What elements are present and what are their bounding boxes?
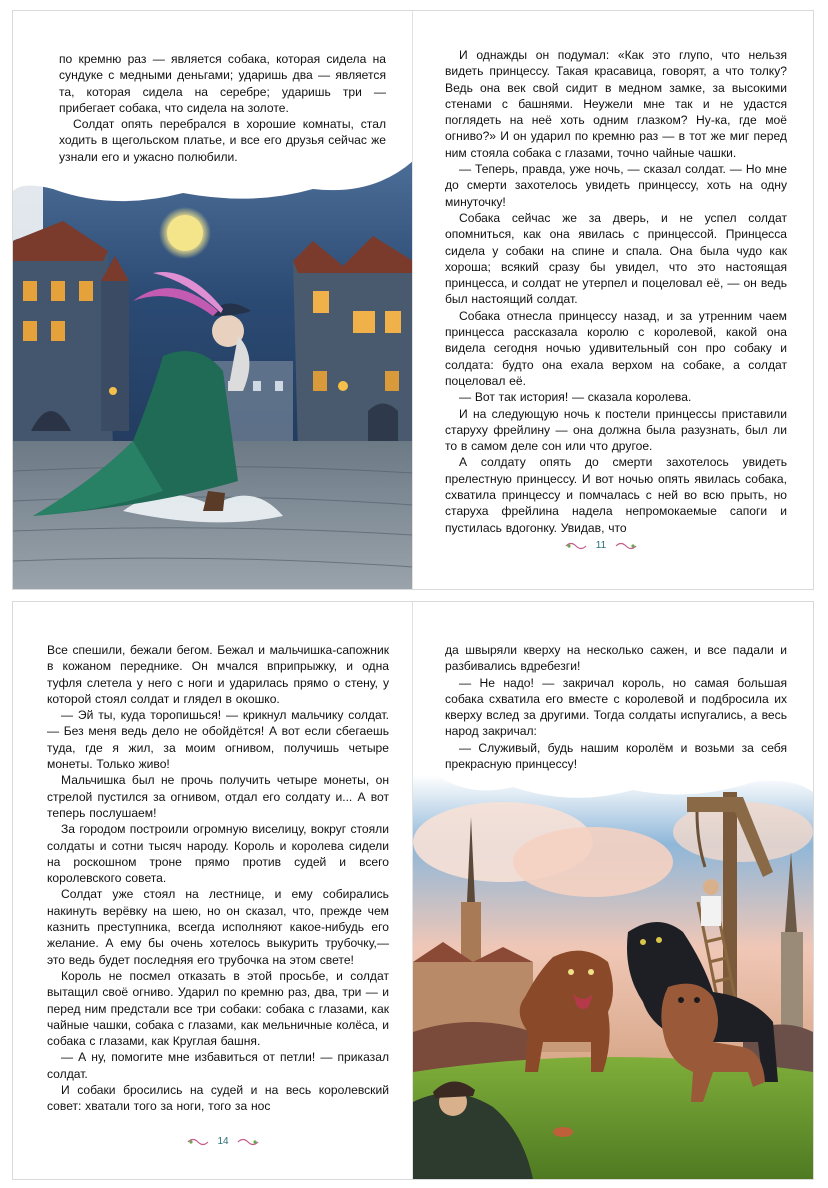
- paragraph: — Теперь, правда, уже ночь, — сказал солдат. — Но мне до смерти захотелось увидеть принцессу, хоть на одну минуточку!: [445, 162, 787, 209]
- page-right-top: [413, 11, 813, 589]
- page-number: 11: [571, 538, 631, 554]
- text-block-right-top: [445, 47, 787, 536]
- paragraph: Солдат уже стоял на лестнице, и ему собирались накинуть верёвку на шею, но он сказал, что, прежде чем казнить преступника, всегда исполняют какое-нибудь его желание. А ему бы очень хотелось выкурить трубочку,— это ведь будет последняя его трубочка на этом свете!: [47, 887, 389, 967]
- text-block-left-bottom: [47, 642, 389, 1115]
- text-block-right-bottom: [445, 642, 787, 772]
- paragraph: — Служивый, будь нашим королём и возьми за себя прекрасную принцессу!: [445, 740, 787, 772]
- page-right-bottom: [413, 602, 813, 1179]
- paragraph: да швыряли кверху на несколько сажен, и все падали и разбивались вдребезги!: [445, 643, 787, 674]
- text-block-left-top: [59, 51, 386, 165]
- floral-ornament-icon: [615, 541, 637, 551]
- floral-ornament-icon: [187, 1137, 209, 1147]
- paragraph: — А ну, помогите мне избавиться от петли! — приказал солдат.: [47, 1050, 389, 1081]
- book-spread-bottom: [12, 601, 814, 1180]
- paragraph: Солдат опять перебрался в хорошие комнаты, стал ходить в щегольском платье, и все его друзья сейчас же узнали его и ужасно полюбили.: [59, 117, 386, 164]
- paragraph: Собака сейчас же за дверь, и не успел солдат опомниться, как она явилась с принцессой. Принцесса сидела у собаки на спине и спала. Она была чудо как хороша; всякий сразу бы увидел, что это настоящая принцесса, и солдат не утерпел и поцеловал её, — он ведь был настоящий солдат.: [445, 210, 787, 307]
- page-left-bottom: [13, 602, 413, 1179]
- page-number: 14: [193, 1134, 253, 1150]
- paragraph: А солдату опять до смерти захотелось увидеть прелестную принцессу. И вот ночью опять явилась собака, схватила принцессу и помчалась с ней во всю прыть, но старуха фрейлина надела непромокаемые сапоги и пустилась вдогонку. Увидав, что: [445, 455, 787, 535]
- paragraph: И на следующую ночь к постели принцессы приставили старуху фрейлину — она должна была разузнать, был ли то в самом деле сон или что другое.: [445, 406, 787, 454]
- book-spread-top: [12, 10, 814, 590]
- paragraph: Король не посмел отказать в этой просьбе, и солдат вытащил своё огниво. Ударил по кремню раз, два, три — и перед ним предстали все три собаки: собака с глазами, как чайные чашки, собака с глазами, как мельничные колёса, и собака с глазами, как Круглая башня.: [47, 968, 389, 1049]
- paragraph: Все спешили, бежали бегом. Бежал и мальчишка-сапожник в кожаном переднике. Он мчался вприпрыжку, и одна туфля слетела у него с ноги и ударилась прямо о стену, у которой стоял солдат и глядел в окошко.: [47, 643, 389, 706]
- paragraph: И однажды он подумал: «Как это глупо, что нельзя видеть принцессу. Такая красавица, говорят, а что толку? Ведь она век свой сидит в медном замке, за высокими стенами с башнями. Неужели мне так и не удастся поглядеть на неё хоть одним глазком? Ну-ка, где моё огниво?» И он ударил по кремню раз — в тот же миг перед ним стояла собака с глазами, точно чайные чашки.: [445, 48, 787, 160]
- floral-ornament-icon: [565, 541, 587, 551]
- page-left-top: [13, 11, 413, 589]
- paragraph: — Не надо! — закричал король, но самая большая собака схватила его вместе с королевой и подбросила их кверху вслед за другими. Тогда солдаты испугались, а весь народ закричал:: [445, 675, 787, 739]
- paragraph: Мальчишка был не прочь получить четыре монеты, он стрелой пустился за огнивом, отдал его солдату и... А вот теперь послушаем!: [47, 773, 389, 820]
- paragraph: — Вот так история! — сказала королева.: [459, 390, 692, 405]
- paragraph: по кремню раз — является собака, которая сидела на сундуке с медными деньгами; ударишь два — является та, которая сидела на серебре; ударишь три — прибегает собака, что сидела на золоте.: [59, 52, 386, 115]
- paragraph: — Эй ты, куда торопишься! — крикнул мальчику солдат. — Без меня ведь дело не обойдётся! А вот если сбегаешь туда, где я жил, за моим огнивом, получишь четыре монеты. Только живо!: [47, 708, 389, 772]
- paragraph: И собаки бросились на судей и на весь королевский совет: хватали того за ноги, того за нос: [47, 1083, 389, 1114]
- floral-ornament-icon: [237, 1137, 259, 1147]
- paragraph: За городом построили огромную виселицу, вокруг стояли солдаты и сотни тысяч народу. Король и королева сидели на роскошном троне прямо против судей и всего королевского совета.: [47, 822, 389, 886]
- paragraph: Собака отнесла принцессу назад, и за утренним чаем принцесса рассказала королю с королевой, какой она видела сегодня ночью удивительный сон про собаку и солдата: будто она ехала верхом на собаке, а солдат поцеловал её.: [445, 308, 787, 388]
